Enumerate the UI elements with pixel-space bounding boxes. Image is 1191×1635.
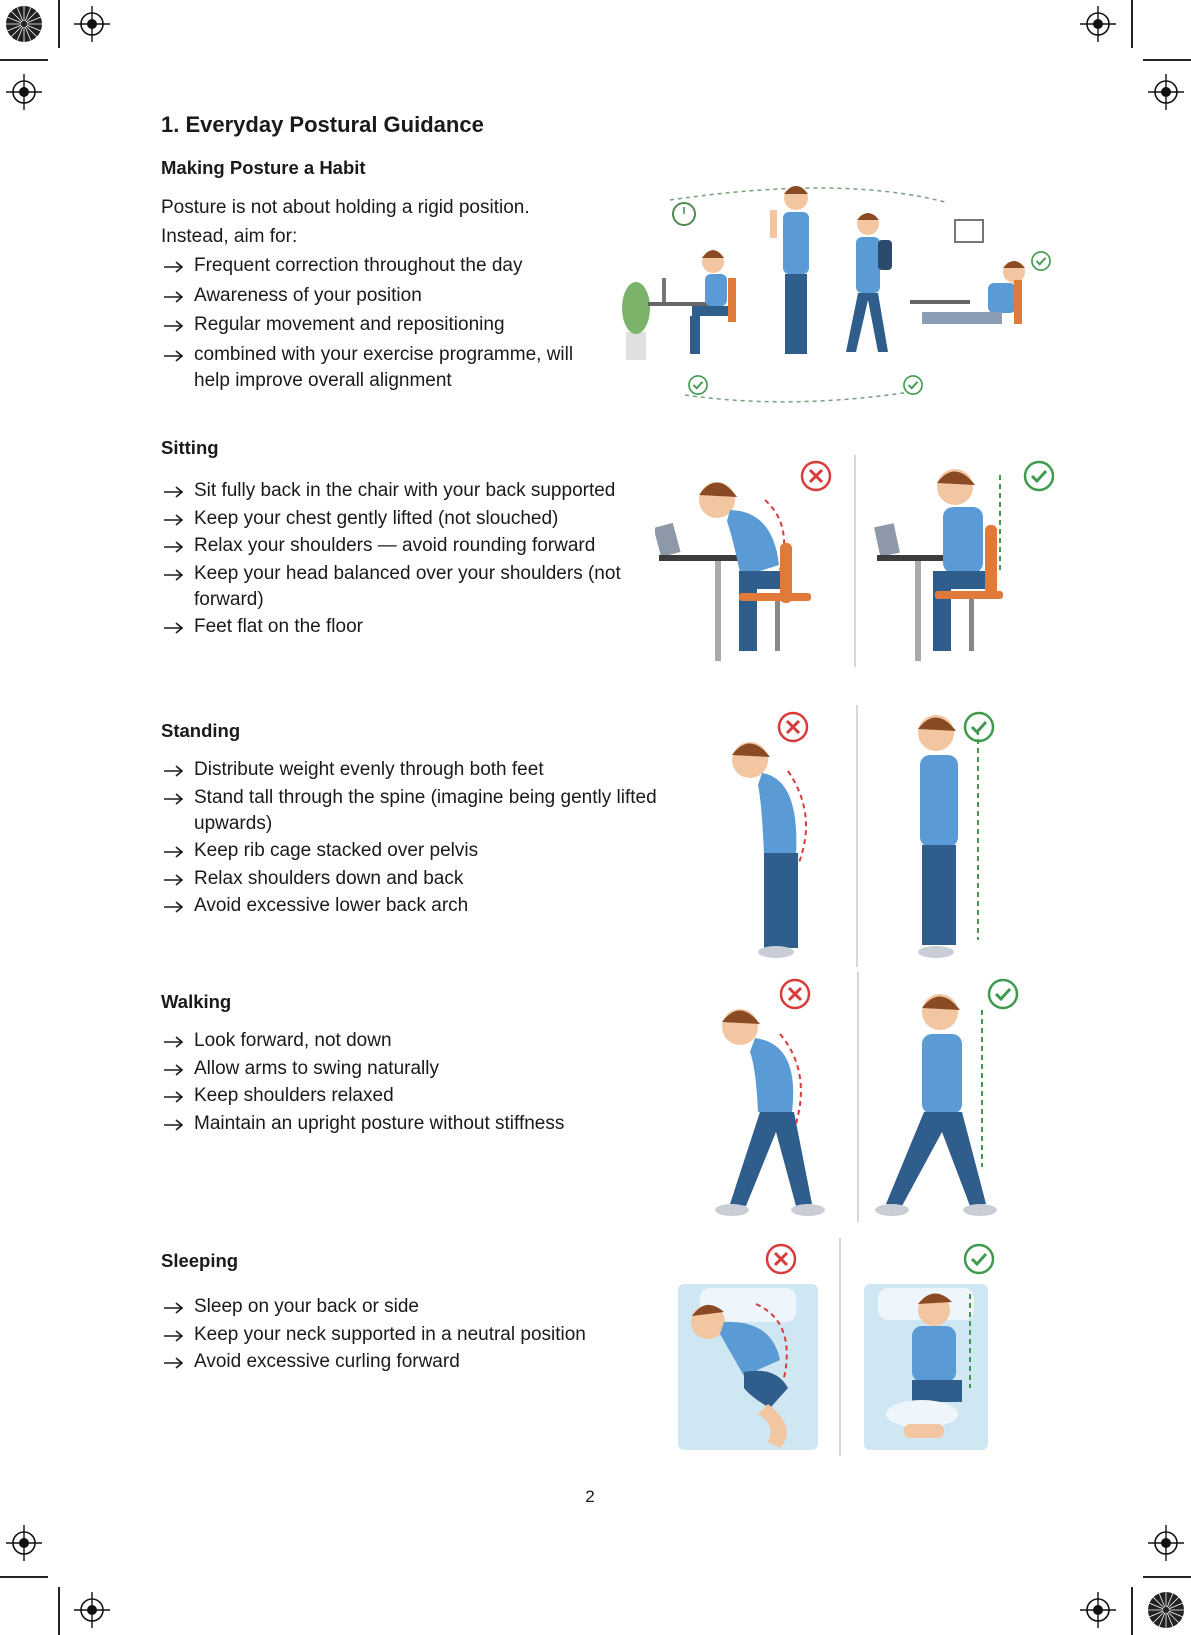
plant-icon [622,282,650,360]
arrow-right-icon [161,342,187,368]
sleeping-subheading: Sleeping [161,1250,239,1271]
list-item: combined with your exercise programme, will help improve overall alignment [161,342,581,394]
list-item: Keep your chest gently lifted (not slouched) [161,506,646,532]
arrow-right-icon [161,312,187,338]
upright-sitting-figure [874,469,1003,661]
arrow-right-icon [161,1083,187,1109]
sleeping-illustration [672,1238,1027,1460]
list-item: Sit fully back in the chair with your back supported [161,478,646,504]
habit-illustration [610,180,1060,410]
cross-circle-icon [779,713,807,741]
arrow-right-icon [161,1349,187,1375]
upright-standing-figure [918,715,978,958]
sleeping-list [161,1294,641,1377]
sitting-list [161,478,646,642]
arrow-right-icon [161,1028,187,1054]
arrow-right-icon [161,283,187,309]
walking-figure [846,213,892,352]
trim-mark [1143,59,1191,61]
page-title: 1. Everyday Postural Guidance [161,112,484,137]
list-item: Keep shoulders relaxed [161,1083,641,1109]
check-circle-icon [904,376,922,394]
arrow-right-icon [161,561,187,587]
slouched-walking-figure [715,1009,825,1216]
registration-mark-icon [4,1523,44,1563]
habit-list [161,253,581,397]
walking-subheading: Walking [161,991,232,1012]
reclined-figure [910,220,1025,324]
starburst-registration-icon [1146,1590,1186,1630]
list-item: Distribute weight evenly through both feet [161,757,696,783]
check-circle-icon [965,713,993,741]
arrow-right-icon [161,785,187,811]
list-item: Feet flat on the floor [161,614,646,640]
arrow-right-icon [161,614,187,640]
page-number: 2 [585,1487,595,1506]
cross-circle-icon [802,462,830,490]
check-circle-icon [689,376,707,394]
walking-list [161,1028,641,1138]
arrow-right-icon [161,757,187,783]
registration-mark-icon [1146,1523,1186,1563]
registration-mark-icon [1146,72,1186,112]
list-item: Maintain an upright posture without stiffness [161,1111,641,1137]
arrow-right-icon [161,253,187,279]
registration-mark-icon [1078,4,1118,44]
side-sleeping-figure [864,1284,988,1450]
arrow-right-icon [161,893,187,919]
cross-circle-icon [781,980,809,1008]
trim-mark [0,1576,48,1578]
standing-subheading: Standing [161,720,241,741]
list-item: Avoid excessive lower back arch [161,893,696,919]
starburst-registration-icon [4,4,44,44]
habit-intro-line: Instead, aim for: [161,226,298,247]
trim-mark [58,0,60,48]
clock-icon [673,203,695,225]
sitting-illustration [655,455,1065,670]
check-circle-icon [965,1245,993,1273]
arrow-right-icon [161,533,187,559]
check-circle-icon [989,980,1017,1008]
list-item: Regular movement and repositioning [161,312,581,338]
list-item: Awareness of your position [161,283,581,309]
seated-figure [648,250,736,354]
list-item: Keep your head balanced over your shoulders (not forward) [161,561,646,613]
standing-illustration [700,705,1030,970]
check-circle-icon [1032,252,1050,270]
list-item: Frequent correction throughout the day [161,253,581,279]
arrow-right-icon [161,1322,187,1348]
arrow-right-icon [161,1056,187,1082]
cross-circle-icon [767,1245,795,1273]
arrow-right-icon [161,866,187,892]
list-item: Avoid excessive curling forward [161,1349,641,1375]
standing-figure [770,186,809,354]
list-item: Allow arms to swing naturally [161,1056,641,1082]
list-item: Relax shoulders down and back [161,866,696,892]
list-item: Stand tall through the spine (imagine being gently lifted upwards) [161,785,696,837]
arrow-right-icon [161,838,187,864]
list-item: Relax your shoulders — avoid rounding forward [161,533,646,559]
arrow-right-icon [161,1294,187,1320]
trim-mark [1143,1576,1191,1578]
registration-mark-icon [1078,1590,1118,1630]
sitting-subheading: Sitting [161,437,219,458]
curled-sleeping-figure [678,1284,818,1450]
check-circle-icon [1025,462,1053,490]
habit-subheading: Making Posture a Habit [161,157,366,178]
slouched-standing-figure [732,742,806,958]
list-item: Look forward, not down [161,1028,641,1054]
standing-list [161,757,696,921]
arrow-right-icon [161,478,187,504]
trim-mark [58,1587,60,1635]
registration-mark-icon [4,72,44,112]
slouched-sitting-figure [655,482,811,661]
habit-intro-line: Posture is not about holding a rigid position. [161,197,530,218]
trim-mark [0,59,48,61]
arrow-right-icon [161,1111,187,1137]
list-item: Keep rib cage stacked over pelvis [161,838,696,864]
trim-mark [1131,0,1133,48]
trim-mark [1131,1587,1133,1635]
upright-walking-figure [875,994,997,1216]
list-item: Keep your neck supported in a neutral position [161,1322,641,1348]
registration-mark-icon [72,1590,112,1630]
registration-mark-icon [72,4,112,44]
list-item: Sleep on your back or side [161,1294,641,1320]
arrow-right-icon [161,506,187,532]
habit-intro [161,193,621,251]
walking-illustration [700,972,1030,1227]
